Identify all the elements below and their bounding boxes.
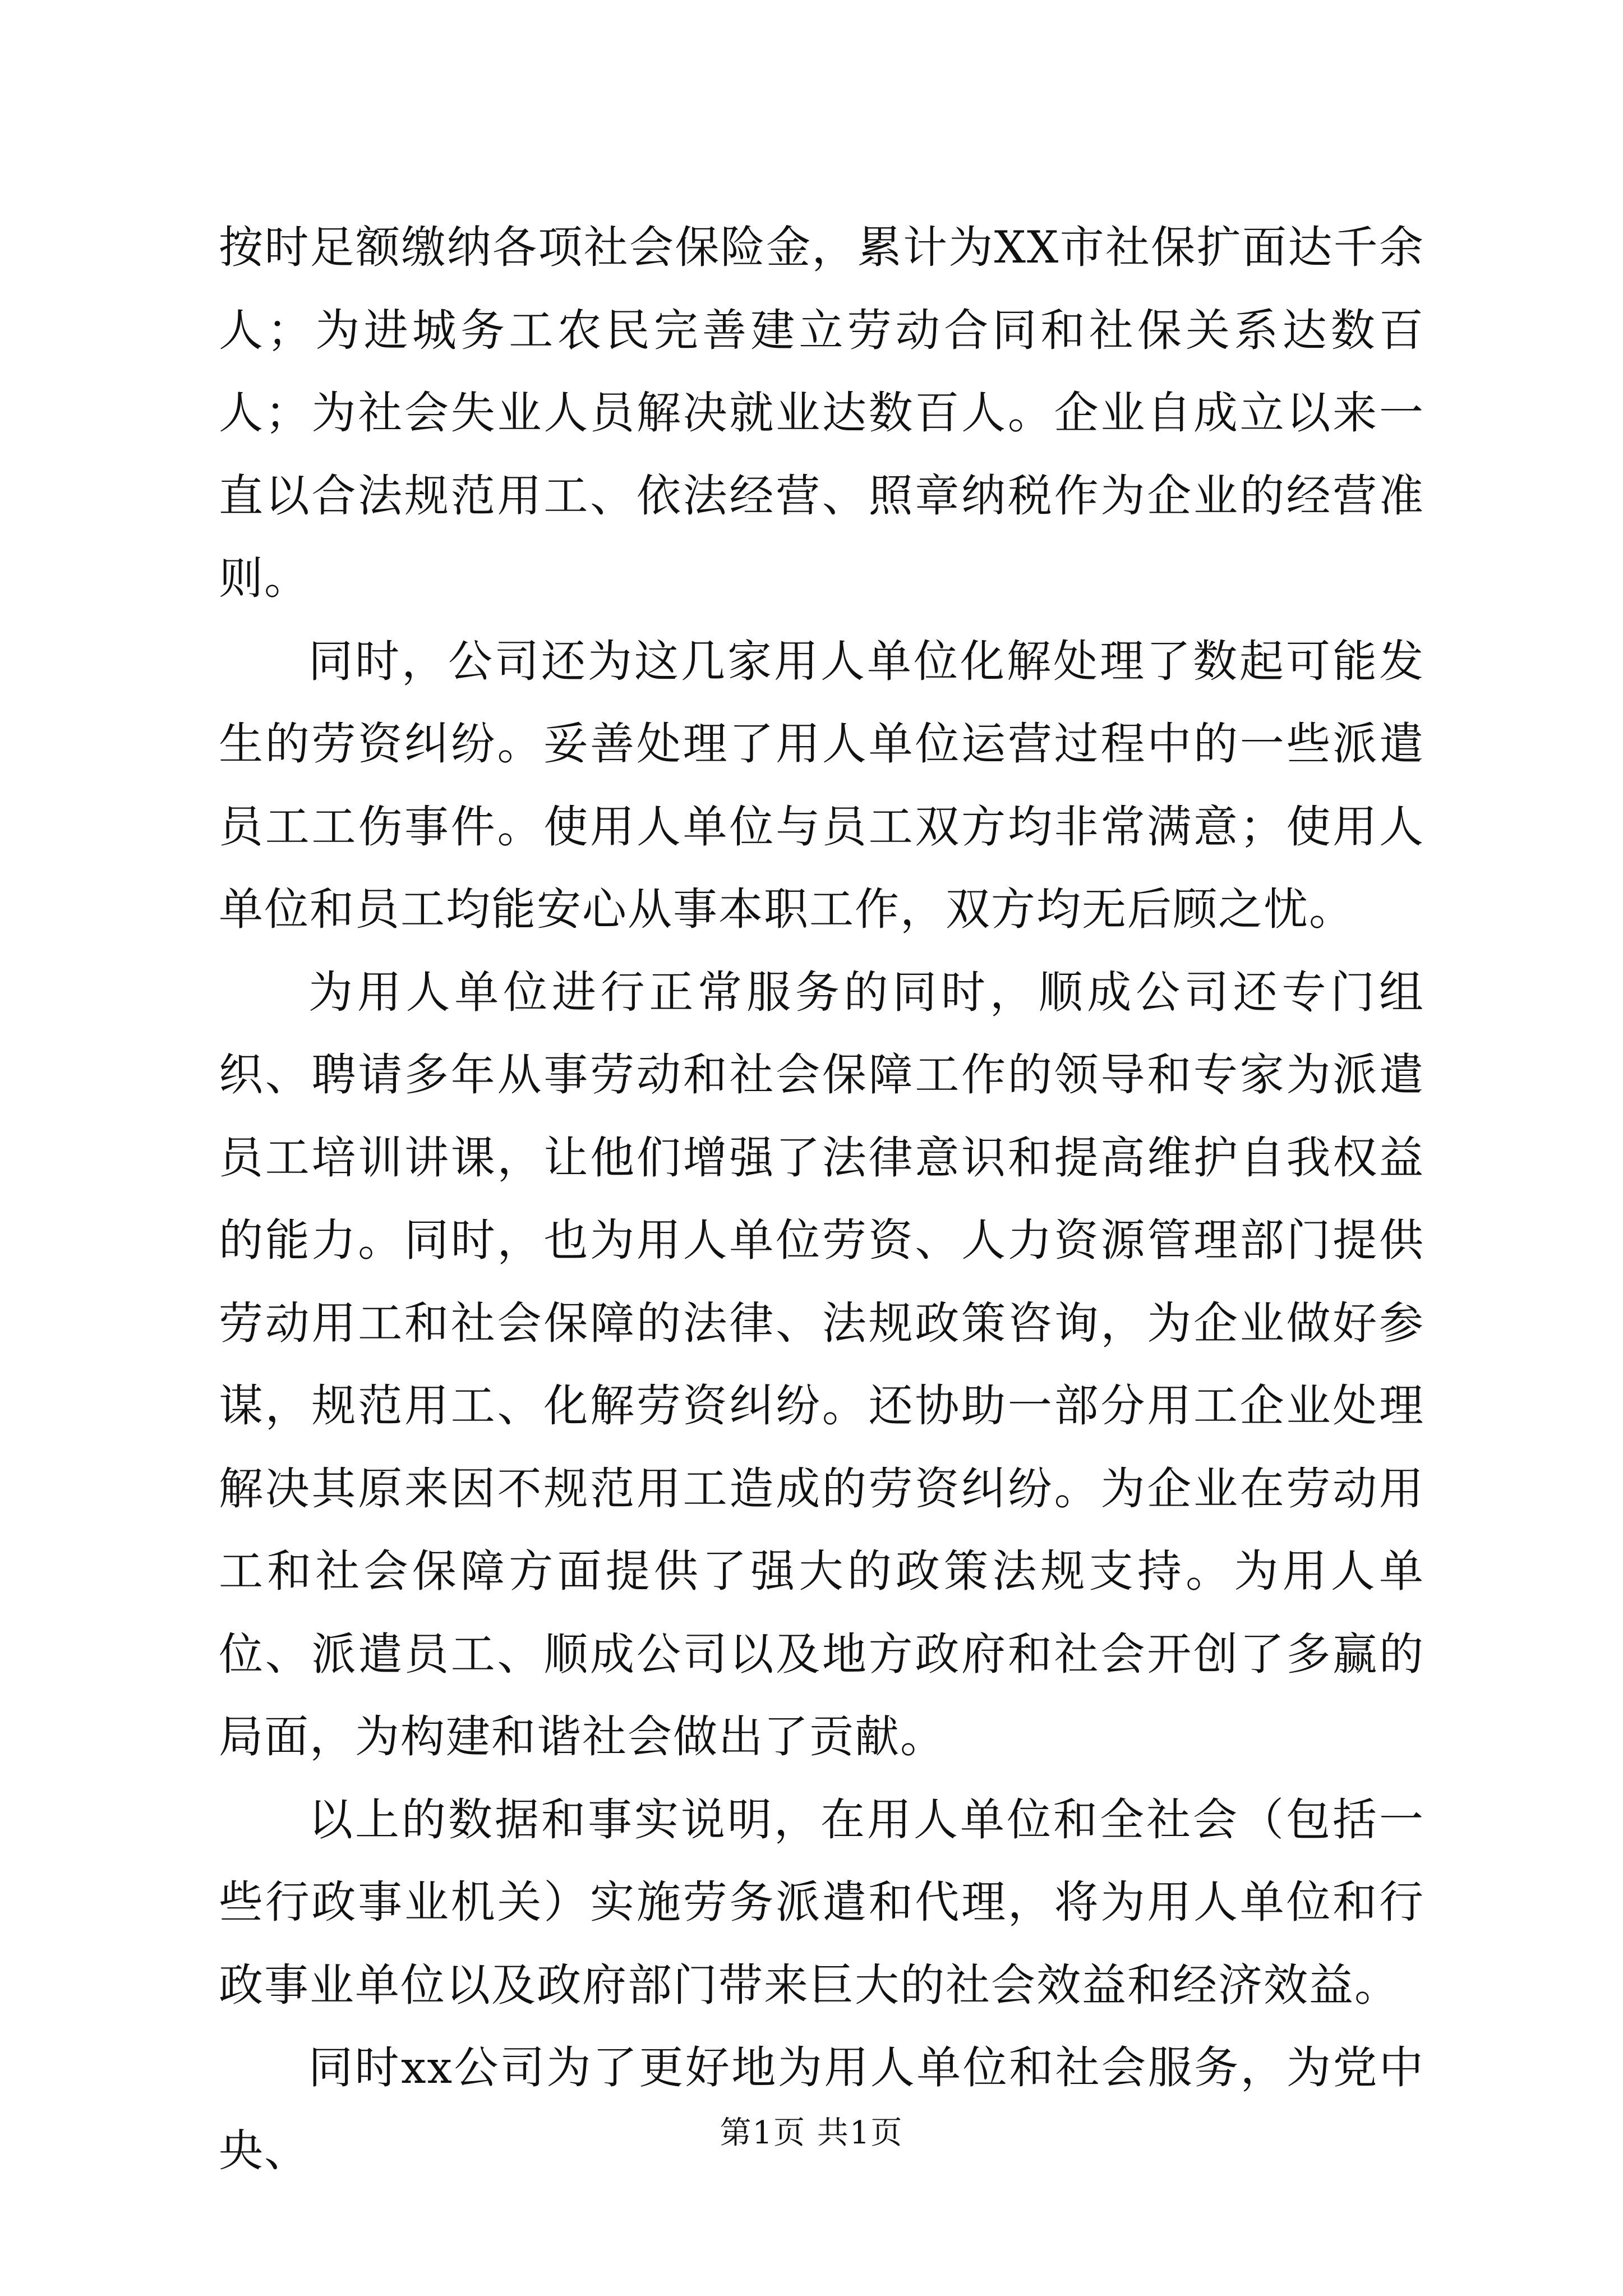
paragraph-4: 以上的数据和事实说明，在用人单位和全社会（包括一些行政事业机关）实施劳务派遣和代理，将为用人单位和行政事业单位以及政府部门带来巨大的社会效益和经济效益。 <box>219 1793 1424 2011</box>
page-footer: 第1页 共1页 <box>720 2115 903 2151</box>
paragraph-1: 按时足额缴纳各项社会保险金，累计为XX市社保扩面达千余人；为进城务工农民完善建立劳动合同和社保关系达数百人；为社会失业人员解决就业达数百人。企业自成立以来一直以合法规范用工、依法经营、照章纳税作为企业的经营准则。 <box>219 222 1424 604</box>
paragraph-3: 为用人单位进行正常服务的同时，顺成公司还专门组织、聘请多年从事劳动和社会保障工作的领导和专家为派遣员工培训讲课，让他们增强了法律意识和提高维护自我权益的能力。同时，也为用人单位劳资、人力资源管理部门提供劳动用工和社会保障的法律、法规政策咨询，为企业做好参谋，规范用工、化解劳资纠纷。还协助一部分用工企业处理解决其原来因不规范用工造成的劳资纠纷。为企业在劳动用工和社会保障方面提供了强大的政策法规支持。为用人单位、派遣员工、顺成公司以及地方政府和社会开创了多赢的局面，为构建和谐社会做出了贡献。 <box>219 966 1424 1763</box>
paragraph-5: 同时xx公司为了更好地为用人单位和社会服务，为党中央、 <box>219 2042 1424 2177</box>
document-body <box>219 206 1424 2192</box>
paragraph-2: 同时，公司还为这几家用人单位化解处理了数起可能发生的劳资纠纷。妥善处理了用人单位运营过程中的一些派遣员工工伤事件。使用人单位与员工双方均非常满意；使用人单位和员工均能安心从事本职工作，双方均无后顾之忧。 <box>219 635 1424 935</box>
